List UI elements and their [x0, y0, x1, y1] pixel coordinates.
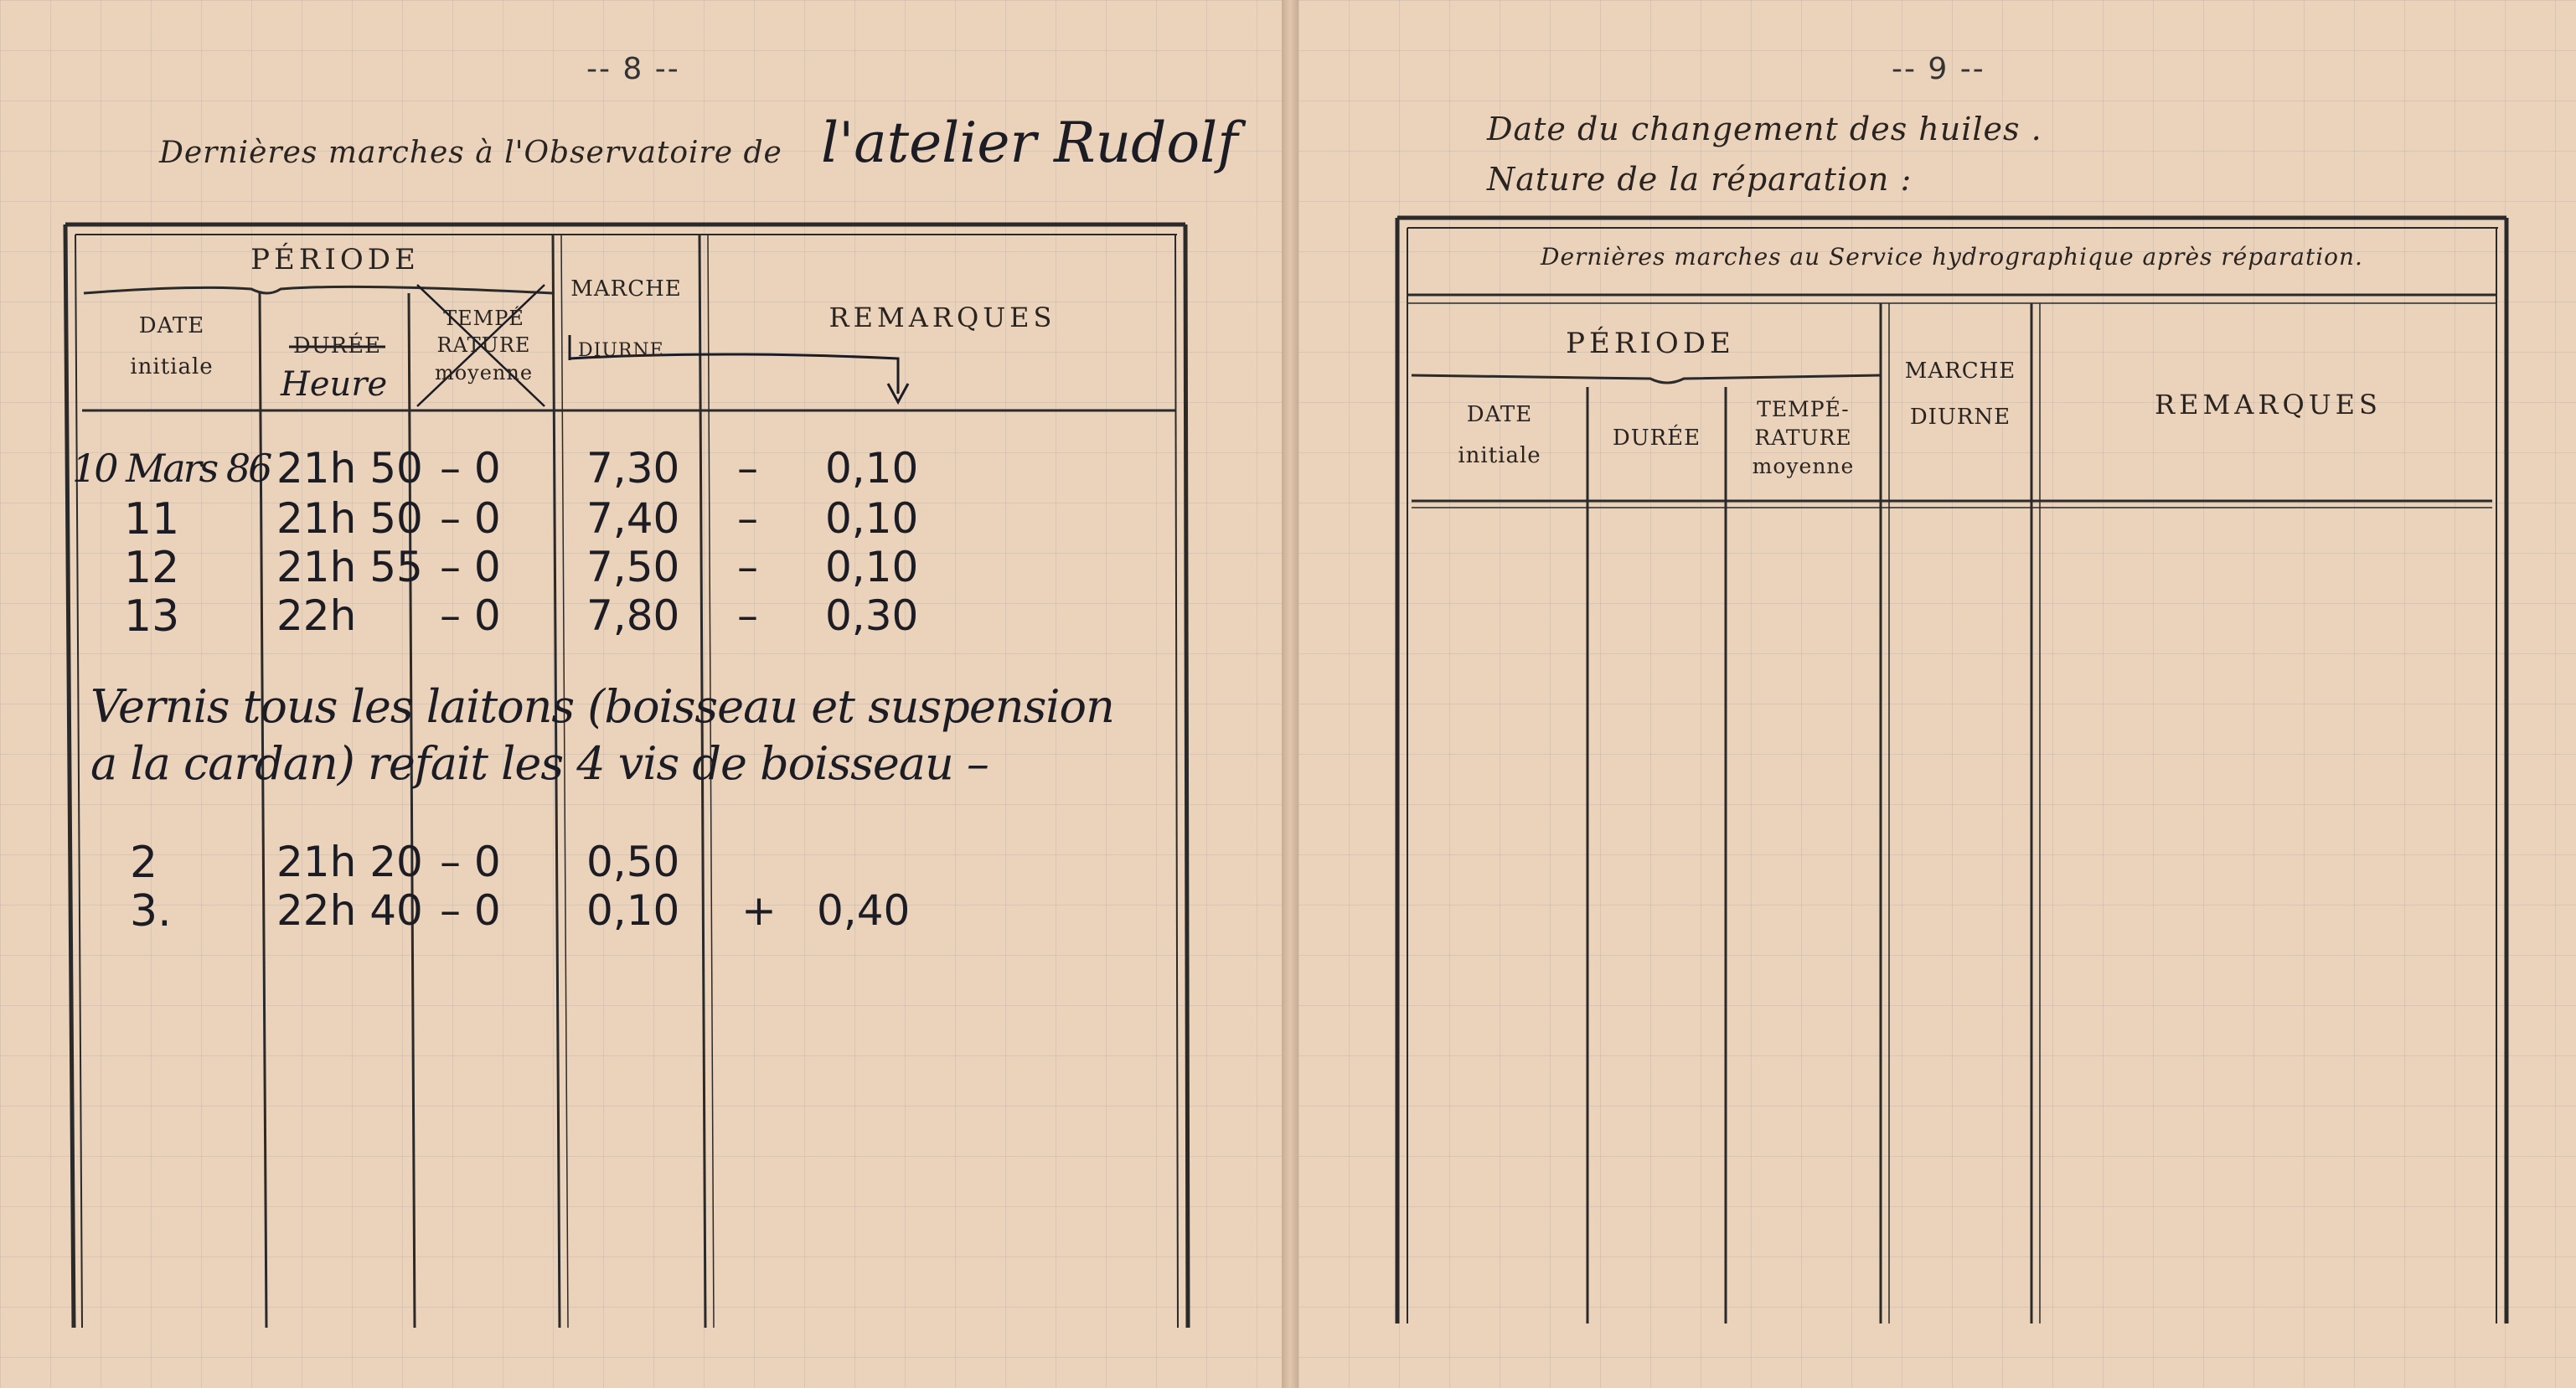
row-sign: –	[737, 494, 758, 543]
row-remarque: 0,30	[825, 591, 919, 640]
repair-note-line2: a la cardan) refait les 4 vis de boisseau –	[90, 737, 989, 790]
row-temp: – 0	[440, 591, 501, 640]
page-title: Dernières marches à l'Observatoire de	[159, 136, 782, 170]
right-table-lines	[1298, 0, 2576, 1388]
marche-header-line1: MARCHE	[1904, 359, 2016, 384]
periode-header: PÉRIODE	[250, 243, 420, 276]
row-date: 2	[130, 838, 158, 888]
row-temp: – 0	[440, 886, 501, 935]
temperature-header-line2: RATURE	[1754, 425, 1852, 450]
book-gutter	[1282, 0, 1298, 1388]
periode-header: PÉRIODE	[1566, 327, 1735, 360]
repair-note-line1: Vernis tous les laitons (boisseau et suspension	[90, 680, 1114, 733]
page-number: -- 9 --	[1892, 52, 1985, 86]
temperature-header-line3: moyenne	[434, 360, 534, 384]
row-date: 13	[124, 591, 180, 642]
remarques-header: REMARQUES	[2155, 389, 2382, 421]
temperature-header	[415, 305, 553, 386]
table-title: Dernières marches au Service hydrographique après réparation.	[1541, 243, 2363, 271]
date-header-line1: DATE	[1466, 402, 1533, 427]
row-temp: – 0	[440, 444, 501, 493]
repair-nature-label: Nature de la réparation :	[1487, 161, 1913, 198]
date-header-line2: initiale	[130, 354, 214, 380]
date-header-line1: DATE	[138, 313, 205, 338]
row-temp: – 0	[440, 543, 501, 591]
row-marche: 7,30	[586, 444, 680, 493]
left-page	[0, 0, 1282, 1388]
remarques-header: REMARQUES	[829, 302, 1056, 333]
row-remarque: 0,10	[825, 543, 919, 591]
date-header	[1416, 400, 1583, 471]
temperature-header-line3: moyenne	[1752, 453, 1855, 478]
row-temp: – 0	[440, 838, 501, 886]
row-marche: 0,50	[586, 838, 680, 886]
row-duree: 22h	[276, 591, 357, 640]
row-duree: 21h 50	[276, 444, 423, 493]
marche-header: MARCHE	[570, 276, 682, 302]
row-sign: –	[737, 591, 758, 640]
row-duree: 22h 40	[276, 886, 423, 935]
row-remarque: 0,10	[825, 494, 919, 543]
row-sign: –	[737, 543, 758, 591]
temperature-header-line2: RATURE	[436, 333, 531, 358]
row-marche: 7,50	[586, 543, 680, 591]
row-date: 10 Mars 86	[72, 446, 271, 491]
page-number: -- 8 --	[586, 52, 680, 86]
row-marche: 7,80	[586, 591, 680, 640]
row-duree: 21h 50	[276, 494, 423, 543]
duree-header: DURÉE	[1612, 426, 1701, 451]
row-date: 11	[124, 494, 180, 544]
temperature-header-line1: TEMPÉ-	[1757, 397, 1850, 421]
duree-header: DURÉE	[292, 333, 382, 359]
marche-header-line2: DIURNE	[1909, 405, 2011, 431]
diurne-header: DIURNE	[578, 340, 664, 361]
row-sign: +	[741, 886, 777, 935]
row-date: 3.	[130, 886, 172, 937]
handwritten-workshop-name: l'atelier Rudolf	[821, 111, 1238, 175]
temperature-header-line1: TEMPÉ	[443, 307, 524, 330]
row-date: 12	[124, 543, 180, 593]
row-marche: 0,10	[586, 886, 680, 935]
row-duree: 21h 55	[276, 543, 423, 591]
date-header-line2: initiale	[1458, 443, 1541, 469]
row-remarque: 0,10	[825, 444, 919, 493]
temperature-header	[1730, 395, 1877, 480]
date-header	[92, 312, 251, 382]
right-page	[1298, 0, 2576, 1388]
row-duree: 21h 20	[276, 838, 423, 886]
row-marche: 7,40	[586, 494, 680, 543]
duree-handwritten: Heure	[281, 365, 388, 404]
oil-change-date-label: Date du changement des huiles .	[1487, 111, 2042, 147]
row-sign: –	[737, 444, 758, 493]
row-temp: – 0	[440, 494, 501, 543]
marche-header	[1889, 357, 2031, 432]
row-remarque: 0,40	[817, 886, 911, 935]
